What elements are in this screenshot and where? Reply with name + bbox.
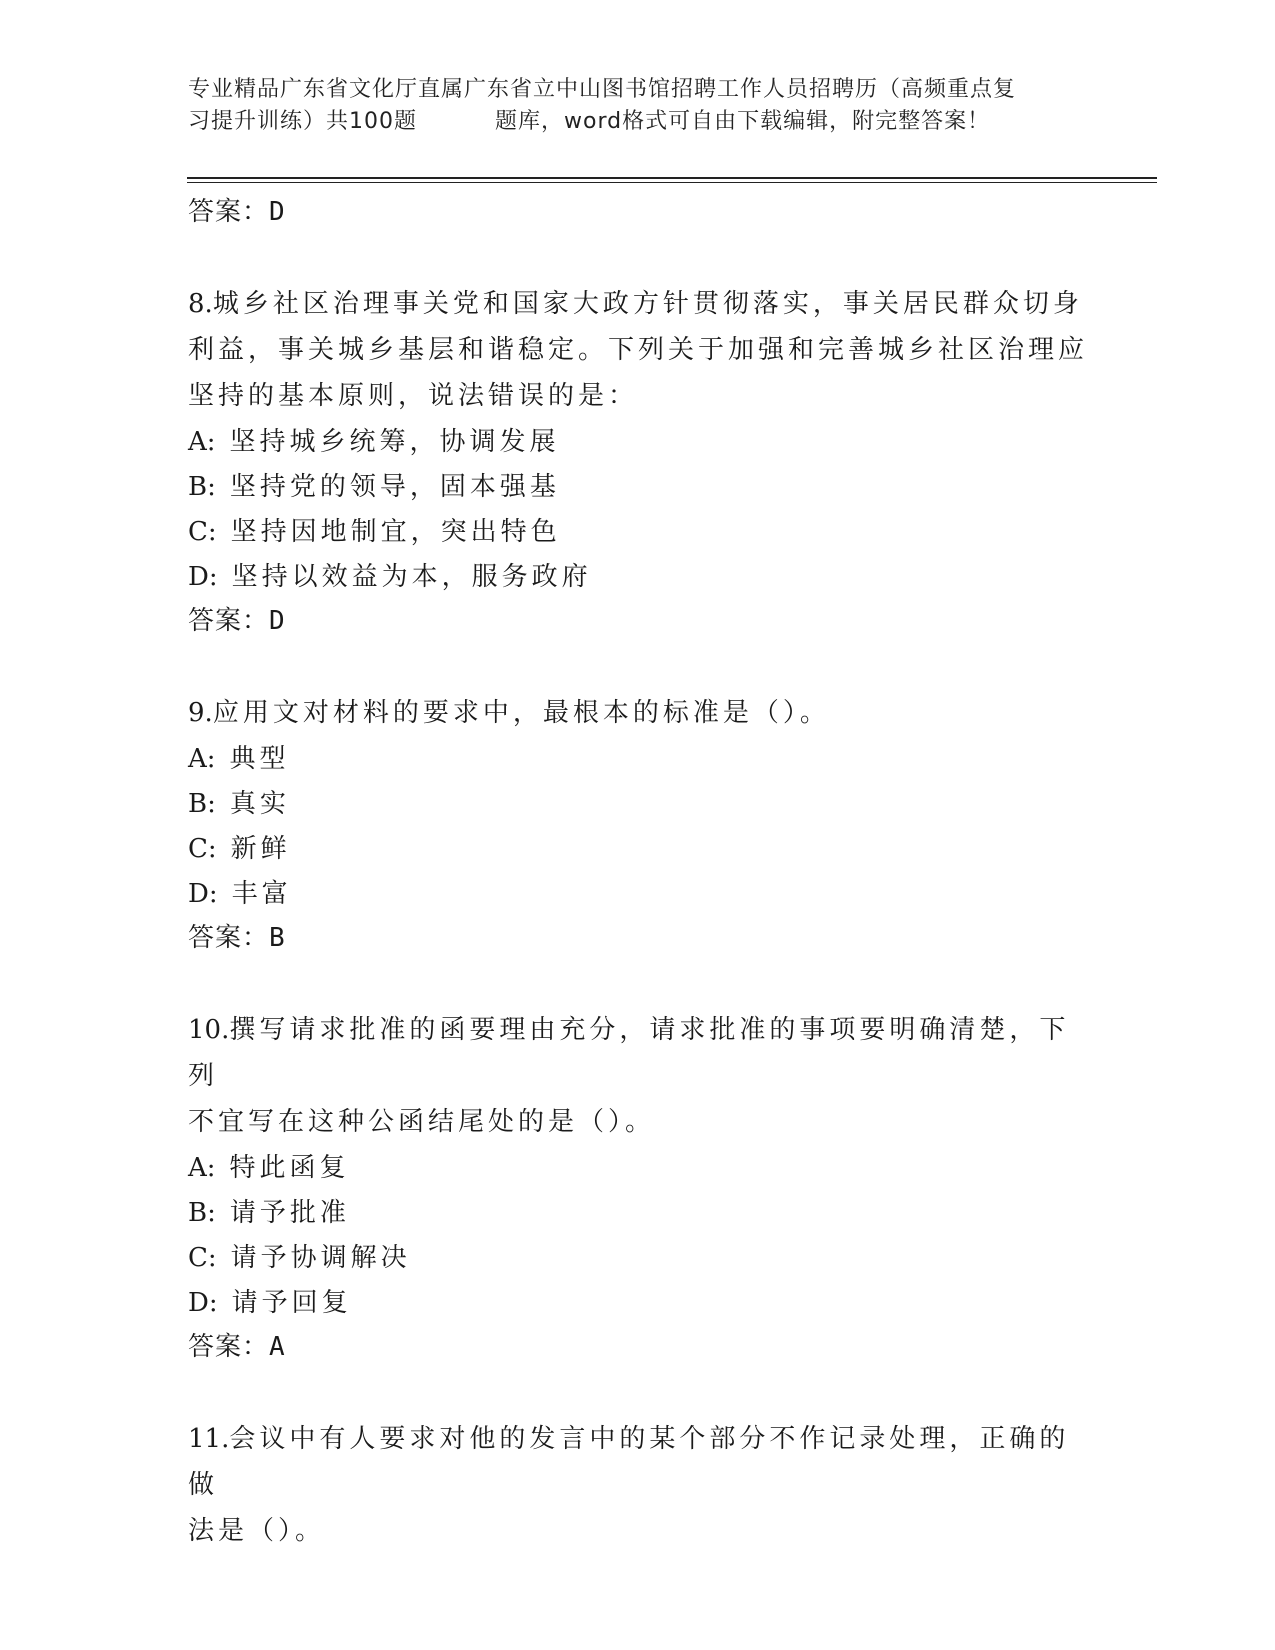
question-8 [188, 281, 1088, 643]
option-a: A: 特此函复 [188, 1153, 350, 1183]
question-number: 8. [188, 289, 213, 319]
question-number: 11. [188, 1424, 230, 1454]
option-c: C: 请予协调解决 [188, 1243, 411, 1273]
answer-value: D [269, 197, 285, 227]
option-a: A: 典型 [188, 744, 290, 774]
header-line-2-left: 习提升训练）共100题 [188, 109, 417, 134]
header-line-2-right: 题库，word格式可自由下载编辑，附完整答案！ [495, 109, 991, 134]
question-stem-line: 10.撰写请求批准的函要理由充分，请求批准的事项要明确清楚，下列 [188, 1015, 1070, 1091]
header-line-2 [188, 106, 1088, 138]
question-10 [188, 1007, 1088, 1369]
page-header [188, 74, 1088, 138]
question-number: 9. [188, 698, 213, 728]
question-stem-line: 不宜写在这种公函结尾处的是（）。 [188, 1107, 656, 1137]
question-stem-line: 利益，事关城乡基层和谐稳定。下列关于加强和完善城乡社区治理应 [188, 335, 1089, 365]
option-b: B: 真实 [188, 789, 290, 819]
answer-value: B [269, 923, 285, 953]
answer-label: 答案： [188, 197, 270, 227]
option-d: D: 请予回复 [188, 1288, 352, 1318]
question-list [188, 190, 1088, 1554]
question-stem-line: 9.应用文对材料的要求中，最根本的标准是（）。 [188, 698, 830, 728]
question-number: 10. [188, 1015, 230, 1045]
answer-value: D [269, 606, 285, 636]
option-c: C: 坚持因地制宜，突出特色 [188, 517, 561, 547]
question-stem-line: 法是（）。 [188, 1516, 326, 1546]
question-stem-line: 坚持的基本原则，说法错误的是： [188, 381, 639, 411]
option-c: C: 新鲜 [188, 834, 291, 864]
option-d: D: 丰富 [188, 879, 292, 909]
answer-label: 答案： [188, 1332, 270, 1362]
answer-value: A [269, 1332, 285, 1362]
question-answer [188, 1325, 1088, 1369]
question-answer [188, 916, 1088, 960]
option-a: A: 坚持城乡统筹，协调发展 [188, 427, 560, 457]
question-stem-line: 11.会议中有人要求对他的发言中的某个部分不作记录处理，正确的做 [188, 1424, 1070, 1500]
header-divider-thin [187, 182, 1157, 183]
header-line-1: 专业精品广东省文化厅直属广东省立中山图书馆招聘工作人员招聘历（高频重点复 [188, 77, 1017, 102]
answer-label: 答案： [188, 923, 270, 953]
question-stem-line: 8.城乡社区治理事关党和国家大政方针贯彻落实，事关居民群众切身 [188, 289, 1083, 319]
answer-label: 答案： [188, 606, 270, 636]
question-answer [188, 599, 1088, 643]
question-9 [188, 690, 1088, 960]
header-divider-thick [187, 177, 1157, 179]
option-b: B: 请予批准 [188, 1198, 350, 1228]
question-11 [188, 1416, 1088, 1554]
option-b: B: 坚持党的领导，固本强基 [188, 472, 560, 502]
previous-answer [188, 190, 1088, 234]
option-d: D: 坚持以效益为本，服务政府 [188, 562, 592, 592]
